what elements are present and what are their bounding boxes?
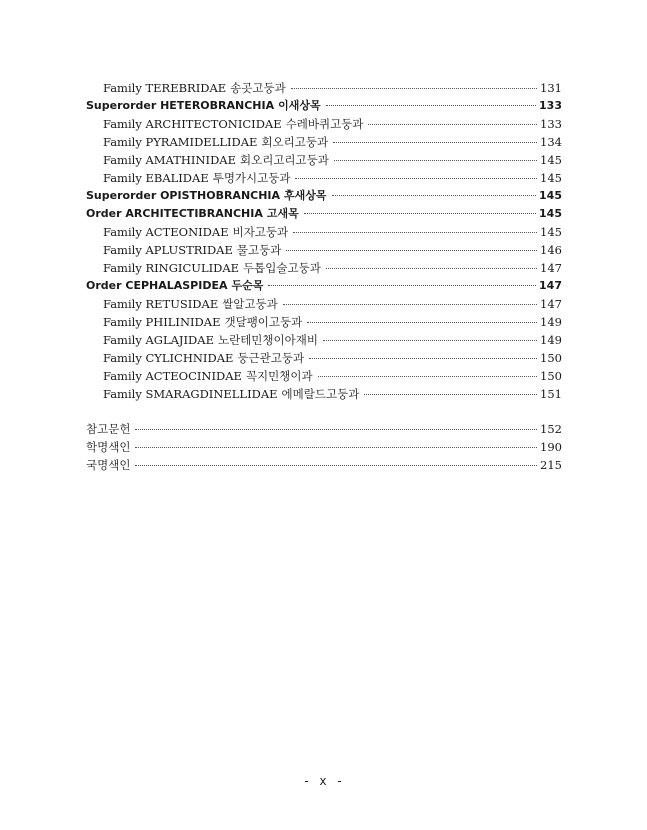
toc-entry-page: 149 [540,333,562,347]
toc-entry-korean-name: 노란테민챙이아재비 [217,333,318,347]
dot-leader [291,88,537,89]
toc-entry-title: Family APLUSTRIDAE [103,243,233,257]
toc-entry-korean-name: 비자고둥과 [232,225,289,239]
toc-entry-page: 151 [540,387,562,401]
toc-entry-title: 참고문헌 [86,422,131,436]
toc-entry-title: Family RETUSIDAE [103,297,219,311]
toc-entry-title: Order CEPHALASPIDEA [86,279,228,292]
toc-entry-title: Family SMARAGDINELLIDAE [103,387,278,401]
toc-entry-philinidae[interactable] [86,313,562,331]
toc-entry-title: Superorder OPISTHOBRANCHIA [86,189,281,202]
toc-entry-heterobranchia[interactable] [86,97,562,115]
toc-entry-retusidae[interactable] [86,295,562,313]
dot-leader [326,268,537,269]
toc-entry-aplustridae[interactable] [86,241,562,259]
toc-entry-title: Family AMATHINIDAE [103,153,236,167]
toc-entry-korean-name: 수레바퀴고둥과 [285,117,364,131]
table-of-contents [86,79,562,474]
dot-leader [364,394,537,395]
toc-entry-korean-name: 두톱입술고둥과 [243,261,321,275]
toc-entry-acteonidae[interactable] [86,223,562,241]
toc-entry-korean-name: 후새상목 [284,189,327,202]
toc-entry-cylichnidae[interactable] [86,349,562,367]
toc-entry-title: Family ACTEOCINIDAE [103,369,242,383]
toc-entry-title: Family PYRAMIDELLIDAE [103,135,258,149]
toc-entry-title: Family ACTEONIDAE [103,225,229,239]
toc-entry-ebalidae[interactable] [86,169,562,187]
toc-entry-title: Order ARCHITECTIBRANCHIA [86,207,263,220]
toc-entry-title: Superorder HETEROBRANCHIA [86,99,275,112]
toc-entry-korean-name: 고새목 [266,207,299,220]
toc-entry-title: 학명색인 [86,440,131,454]
toc-entry-page: 134 [540,135,562,149]
dot-leader [304,213,536,214]
dot-leader [307,322,537,323]
toc-entry-architectonicidae[interactable] [86,115,562,133]
toc-entry-page: 190 [540,440,562,454]
toc-entry-korean-name: 두순목 [231,279,264,292]
toc-entry-page: 149 [540,315,562,329]
toc-entry-page: 145 [539,207,562,220]
toc-entry-page: 146 [540,243,562,257]
dot-leader [293,232,537,233]
dot-leader [268,285,536,286]
dot-leader [295,178,537,179]
dot-leader [332,195,536,196]
toc-entry-pyramidellidae[interactable] [86,133,562,151]
dot-leader [333,142,537,143]
dot-leader [309,358,537,359]
dot-leader [283,304,537,305]
toc-entry-aglajidae[interactable] [86,331,562,349]
toc-entry-korean-name: 에메랄드고둥과 [281,387,360,401]
toc-entry-page: 152 [540,422,562,436]
toc-entry-ringiculidae[interactable] [86,259,562,277]
toc-entry-korean-name: 이새상목 [278,99,321,112]
toc-entry-page: 145 [540,225,562,239]
toc-entry-korean-name: 회오리고둥과 [261,135,329,149]
toc-entry-page: 133 [539,99,562,112]
toc-entry-korean-name-index[interactable] [86,456,562,474]
dot-leader [326,105,536,106]
toc-entry-page: 145 [540,153,562,167]
dot-leader [135,465,537,466]
toc-entry-title: Family PHILINIDAE [103,315,221,329]
toc-entry-page: 133 [540,117,562,131]
toc-entry-korean-name: 둥근관고둥과 [237,351,305,365]
toc-entry-scientific-name-index[interactable] [86,438,562,456]
toc-entry-terebridae[interactable] [86,79,562,97]
toc-entry-page: 145 [540,171,562,185]
toc-entry-korean-name: 갯달팽이고둥과 [224,315,303,329]
toc-entry-opisthobranchia[interactable] [86,187,562,205]
toc-entry-page: 147 [539,279,562,292]
toc-entry-title: Family ARCHITECTONICIDAE [103,117,282,131]
dot-leader [135,429,537,430]
page-number: - x - [302,774,345,788]
toc-entry-page: 150 [540,351,562,365]
dot-leader [286,250,537,251]
toc-entry-page: 147 [540,297,562,311]
toc-entry-korean-name: 투명가시고둥과 [212,171,291,185]
toc-entry-korean-name: 송곳고둥과 [230,81,286,95]
toc-entry-cephalaspidea[interactable] [86,277,562,295]
toc-entry-korean-name: 회오리고리고둥과 [240,153,329,167]
toc-entry-page: 145 [539,189,562,202]
toc-entry-architectibranchia[interactable] [86,205,562,223]
toc-entry-page: 147 [540,261,562,275]
toc-entry-korean-name: 물고둥과 [236,243,282,257]
toc-entry-page: 131 [540,81,562,95]
toc-entry-title: Family CYLICHNIDAE [103,351,234,365]
dot-leader [318,376,537,377]
dot-leader [135,447,537,448]
toc-entry-korean-name: 꼭지민챙이과 [245,369,313,383]
dot-leader [334,160,537,161]
dot-leader [323,340,537,341]
toc-entry-acteocinidae[interactable] [86,367,562,385]
toc-entry-title: 국명색인 [86,458,131,472]
toc-entry-title: Family EBALIDAE [103,171,209,185]
toc-entry-title: Family AGLAJIDAE [103,333,214,347]
toc-entry-korean-name: 쌀알고둥과 [222,297,278,311]
section-spacer [86,403,562,420]
toc-entry-title: Family RINGICULIDAE [103,261,240,275]
toc-entry-references[interactable] [86,420,562,438]
toc-entry-title: Family TEREBRIDAE [103,81,227,95]
toc-entry-amathinidae[interactable] [86,151,562,169]
toc-entry-smaragdinellidae[interactable] [86,385,562,403]
dot-leader [368,124,537,125]
toc-entry-page: 215 [540,458,562,472]
toc-entry-page: 150 [540,369,562,383]
